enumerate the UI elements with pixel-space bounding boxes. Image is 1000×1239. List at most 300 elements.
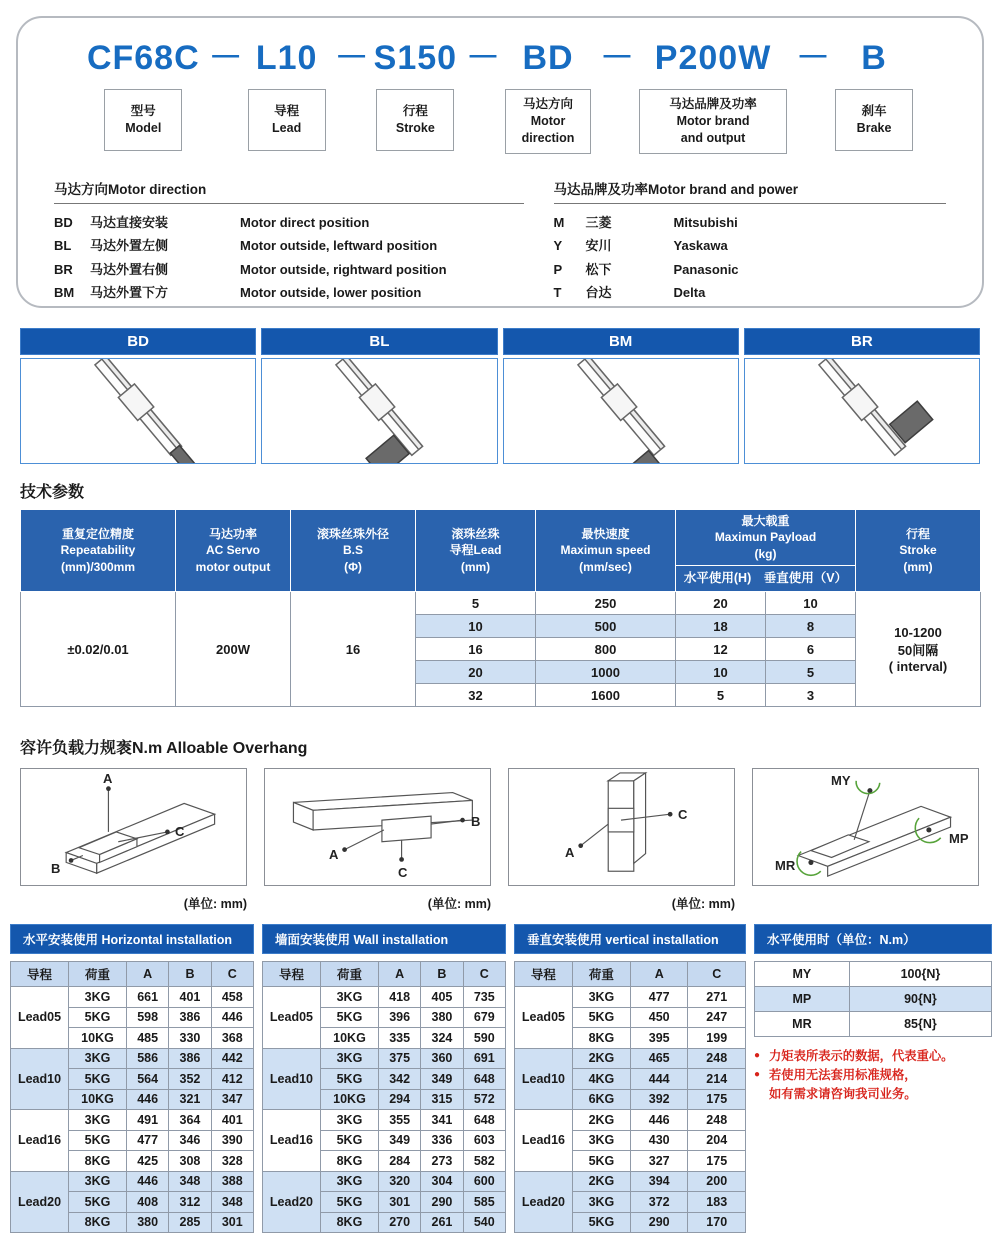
payload-v-value: 3 <box>766 684 856 707</box>
definition-cn: 三菱 <box>585 214 612 230</box>
lead-group <box>514 1171 745 1233</box>
b-value: 290 <box>421 1192 463 1213</box>
table-row <box>755 1012 992 1037</box>
load-value: 2KG <box>572 1048 630 1069</box>
note-text: 力矩表所表示的数据，代表重心。 <box>769 1049 954 1063</box>
b-value: 401 <box>169 987 211 1008</box>
a-value: 586 <box>127 1048 169 1069</box>
th-max-payload: 最大载重 Maximun Payload (kg) <box>676 510 856 566</box>
a-value: 294 <box>378 1089 420 1110</box>
table-row <box>755 962 992 987</box>
table-row <box>11 987 254 1008</box>
payload-h-value: 10 <box>676 661 766 684</box>
definition-code: P <box>553 261 563 277</box>
note-line <box>754 1085 992 1104</box>
load-value: 3KG <box>572 1192 630 1213</box>
definition-en: Motor outside, lower position <box>240 285 422 301</box>
overhang-diagrams <box>20 768 989 886</box>
payload-h-value: 5 <box>676 684 766 707</box>
a-value: 327 <box>630 1151 688 1172</box>
lead-group <box>11 1048 254 1110</box>
c-value: 271 <box>688 987 746 1008</box>
c-value: 600 <box>463 1171 505 1192</box>
b-value: 386 <box>169 1007 211 1028</box>
c-value: 204 <box>688 1130 746 1151</box>
b-value: 308 <box>169 1151 211 1172</box>
b-value: 346 <box>169 1130 211 1151</box>
red-notes <box>754 1047 992 1104</box>
a-value: 465 <box>630 1048 688 1069</box>
a-value: 477 <box>630 987 688 1008</box>
horizontal-installation-title: 水平安装使用 Horizontal installation <box>10 924 254 954</box>
definition-code: T <box>553 285 562 301</box>
diagram-label-c: C <box>678 807 688 822</box>
load-value: 3KG <box>69 987 127 1008</box>
tech-params-table <box>20 509 981 707</box>
payload-v-value: 10 <box>766 592 856 615</box>
unit-captions <box>20 894 989 912</box>
b-value: 348 <box>169 1171 211 1192</box>
definition-en: Mitsubishi <box>673 214 738 230</box>
gallery-panel-bd <box>20 328 256 464</box>
definition-cn: 马达外置左侧 <box>90 238 169 254</box>
lead-group <box>11 1110 254 1172</box>
model-part-box <box>104 89 182 151</box>
model-unit-direction <box>505 36 591 154</box>
speed-value: 1600 <box>536 684 676 707</box>
col-header-lead: 导程 <box>514 962 572 987</box>
a-value: 349 <box>378 1130 420 1151</box>
definition-en: Yaskawa <box>673 238 728 254</box>
model-unit-model <box>87 36 200 151</box>
a-value: 342 <box>378 1069 420 1090</box>
definition-cn: 台达 <box>585 285 612 301</box>
table-row <box>262 987 505 1008</box>
a-value: 564 <box>127 1069 169 1090</box>
c-value: 412 <box>211 1069 253 1090</box>
unit-caption: (单位: mm) <box>183 897 247 911</box>
table-row <box>262 1110 505 1131</box>
c-value: 401 <box>211 1110 253 1131</box>
definition-row <box>554 211 946 235</box>
definition-cn: 松下 <box>585 261 612 277</box>
a-value: 446 <box>127 1171 169 1192</box>
load-value: 2KG <box>572 1171 630 1192</box>
lead-group <box>514 1048 745 1110</box>
lead-value: 5 <box>416 592 536 615</box>
model-code-segment: S150 <box>373 39 458 77</box>
definition-row <box>554 281 946 305</box>
c-value: 582 <box>463 1151 505 1172</box>
lead-group <box>514 987 745 1049</box>
c-value: 691 <box>463 1048 505 1069</box>
th-motor-output: 马达功率 AC Servo motor output <box>176 510 291 592</box>
box-line-cn: 刹车 <box>861 104 887 119</box>
c-value: 679 <box>463 1007 505 1028</box>
a-value: 396 <box>378 1007 420 1028</box>
definition-en: Panasonic <box>673 261 739 277</box>
c-value: 347 <box>211 1089 253 1110</box>
definition-cn: 马达直接安装 <box>90 214 169 230</box>
diagram-label-b: B <box>471 814 481 829</box>
b-value: 261 <box>421 1212 463 1233</box>
box-line-cn: 导程 <box>274 104 300 119</box>
vertical-installation-title: 垂直安装使用 vertical installation <box>514 924 746 954</box>
th-payload-sub: 水平使用(H) 垂直使用（V） <box>676 566 856 592</box>
motor-brand-list <box>554 211 946 305</box>
col-header-a: A <box>378 962 420 987</box>
motor-direction-title: 马达方向Motor direction <box>54 178 524 204</box>
definition-en: Motor outside, leftward position <box>240 238 438 254</box>
c-value: 585 <box>463 1192 505 1213</box>
definition-cn: 安川 <box>585 238 612 254</box>
col-header-load: 荷重 <box>320 962 378 987</box>
lead-group <box>514 1110 745 1172</box>
col-header-b: B <box>421 962 463 987</box>
model-code-segment: L10 <box>255 39 318 77</box>
moment-key: MY <box>755 962 850 987</box>
table-row <box>514 987 745 1008</box>
c-value: 247 <box>688 1007 746 1028</box>
note-line <box>754 1066 992 1085</box>
motor-output-value: 200W <box>176 592 291 707</box>
actuator-image-bd <box>20 358 256 464</box>
a-value: 477 <box>127 1130 169 1151</box>
lead-label: Lead20 <box>514 1171 572 1233</box>
definitions <box>54 178 946 305</box>
box-line-cn: 型号 <box>130 104 156 119</box>
lead-group <box>262 1110 505 1172</box>
a-value: 320 <box>378 1171 420 1192</box>
b-value: 349 <box>421 1069 463 1090</box>
model-dash: － <box>334 39 370 77</box>
lead-value: 32 <box>416 684 536 707</box>
diagram-label-c: C <box>175 824 185 839</box>
col-header-lead: 导程 <box>262 962 320 987</box>
c-value: 214 <box>688 1069 746 1090</box>
c-value: 248 <box>688 1048 746 1069</box>
diagram-label-mr: MR <box>775 858 796 873</box>
unit-caption: (单位: mm) <box>671 897 735 911</box>
col-header-a: A <box>630 962 688 987</box>
th-lead: 滚珠丝珠 导程Lead (mm) <box>416 510 536 592</box>
load-value: 3KG <box>320 1171 378 1192</box>
a-value: 430 <box>630 1130 688 1151</box>
c-value: 348 <box>211 1192 253 1213</box>
load-value: 10KG <box>69 1028 127 1049</box>
model-part-box <box>835 89 913 151</box>
bullet-icon: ● <box>754 1069 761 1081</box>
b-value: 304 <box>421 1171 463 1192</box>
lead-group <box>262 1048 505 1110</box>
load-value: 8KG <box>69 1212 127 1233</box>
table-row <box>11 1110 254 1131</box>
col-header-b: B <box>169 962 211 987</box>
lead-label: Lead05 <box>262 987 320 1049</box>
load-value: 2KG <box>572 1110 630 1131</box>
motor-direction-definitions <box>54 178 554 305</box>
c-value: 368 <box>211 1028 253 1049</box>
motor-brand-definitions <box>554 178 946 305</box>
a-value: 372 <box>630 1192 688 1213</box>
col-header-c: C <box>211 962 253 987</box>
moment-value: 90{N} <box>849 987 991 1012</box>
c-value: 390 <box>211 1130 253 1151</box>
bullet-icon <box>754 1085 769 1104</box>
col-header-load: 荷重 <box>69 962 127 987</box>
moment-value: 100{N} <box>849 962 991 987</box>
lead-label: Lead16 <box>514 1110 572 1172</box>
lead-label: Lead05 <box>11 987 69 1049</box>
model-part-box <box>639 89 787 154</box>
box-line-cn: 行程 <box>402 104 428 119</box>
moment-value: 85{N} <box>849 1012 991 1037</box>
moment-table-title: 水平使用时（单位：N.m） <box>754 924 992 954</box>
lead-value: 16 <box>416 638 536 661</box>
lead-group <box>11 987 254 1049</box>
c-value: 200 <box>688 1171 746 1192</box>
gallery-panel-bm <box>503 328 739 464</box>
speed-value: 800 <box>536 638 676 661</box>
model-dash: － <box>600 39 636 77</box>
load-value: 8KG <box>320 1151 378 1172</box>
th-max-speed: 最快速度 Maximun speed (mm/sec) <box>536 510 676 592</box>
load-value: 3KG <box>69 1171 127 1192</box>
moment-table-block <box>754 924 992 1233</box>
box-line-cn: 马达方向 <box>523 97 574 111</box>
c-value: 301 <box>211 1212 253 1233</box>
c-value: 648 <box>463 1069 505 1090</box>
load-value: 5KG <box>572 1212 630 1233</box>
load-value: 10KG <box>320 1028 378 1049</box>
a-value: 446 <box>127 1089 169 1110</box>
definition-code: BR <box>54 261 73 277</box>
definition-code: BD <box>54 214 73 230</box>
gallery-panel-label: BM <box>503 328 739 355</box>
c-value: 248 <box>688 1110 746 1131</box>
model-code-segment: BD <box>522 39 574 77</box>
gallery-panel-label: BD <box>20 328 256 355</box>
a-value: 450 <box>630 1007 688 1028</box>
motor-brand-title: 马达品牌及功率Motor brand and power <box>554 178 946 204</box>
load-value: 3KG <box>572 987 630 1008</box>
moment-key: MP <box>755 987 850 1012</box>
definition-row <box>54 211 524 235</box>
c-value: 648 <box>463 1110 505 1131</box>
definition-en: Motor direct position <box>240 214 370 230</box>
c-value: 442 <box>211 1048 253 1069</box>
table-row <box>262 1171 505 1192</box>
table-row <box>11 1171 254 1192</box>
load-value: 10KG <box>69 1089 127 1110</box>
unit-caption: (单位: mm) <box>427 897 491 911</box>
model-unit-brake <box>835 36 913 151</box>
load-value: 5KG <box>69 1130 127 1151</box>
table-row <box>11 1048 254 1069</box>
a-value: 335 <box>378 1028 420 1049</box>
table-row <box>514 1110 745 1131</box>
a-value: 408 <box>127 1192 169 1213</box>
definition-row <box>54 258 524 282</box>
moment-table <box>754 961 992 1037</box>
b-value: 386 <box>169 1048 211 1069</box>
a-value: 418 <box>378 987 420 1008</box>
box-line-cn: 马达品牌及功率 <box>669 97 757 111</box>
c-value: 170 <box>688 1212 746 1233</box>
gallery-panel-bl <box>261 328 497 464</box>
a-value: 284 <box>378 1151 420 1172</box>
speed-value: 250 <box>536 592 676 615</box>
c-value: 572 <box>463 1089 505 1110</box>
a-value: 444 <box>630 1069 688 1090</box>
col-header-c: C <box>688 962 746 987</box>
b-value: 364 <box>169 1110 211 1131</box>
lead-group <box>11 1171 254 1233</box>
model-code-segment: B <box>861 39 887 77</box>
definition-cn: 马达外置下方 <box>90 285 169 301</box>
diagram-label-a: A <box>329 847 339 862</box>
model-unit-brand <box>639 36 787 154</box>
col-header-a: A <box>127 962 169 987</box>
overhang-diagram-horizontal <box>20 768 247 886</box>
actuator-image-bm <box>503 358 739 464</box>
box-line-en: Motor brand <box>676 113 750 128</box>
table-row <box>514 1048 745 1069</box>
moment-key: MR <box>755 1012 850 1037</box>
actuator-image-br <box>744 358 980 464</box>
gallery-panel-label: BL <box>261 328 497 355</box>
model-part-box <box>248 89 326 151</box>
vertical-installation-table <box>514 924 746 1233</box>
payload-v-value: 8 <box>766 615 856 638</box>
definition-en: Motor outside, rightward position <box>240 261 447 277</box>
box-line-en: direction <box>521 130 575 145</box>
load-value: 5KG <box>572 1151 630 1172</box>
table-row <box>262 1048 505 1069</box>
load-value: 3KG <box>572 1130 630 1151</box>
th-repeatability: 重复定位精度 Repeatability (mm)/300mm <box>21 510 176 592</box>
b-value: 341 <box>421 1110 463 1131</box>
th-stroke: 行程 Stroke (mm) <box>856 510 981 592</box>
a-value: 290 <box>630 1212 688 1233</box>
a-value: 395 <box>630 1028 688 1049</box>
lead-label: Lead16 <box>11 1110 69 1172</box>
load-value: 5KG <box>572 1007 630 1028</box>
wall-installation-table <box>262 924 506 1233</box>
model-unit-stroke <box>374 36 457 151</box>
box-line-en: Stroke <box>395 121 435 135</box>
ballscrew-diameter-value: 16 <box>291 592 416 707</box>
a-value: 425 <box>127 1151 169 1172</box>
definition-code: M <box>553 214 565 230</box>
definition-cn: 马达外置右侧 <box>90 261 169 277</box>
b-value: 312 <box>169 1192 211 1213</box>
payload-h-value: 12 <box>676 638 766 661</box>
speed-value: 1000 <box>536 661 676 684</box>
load-value: 5KG <box>320 1130 378 1151</box>
load-value: 3KG <box>69 1110 127 1131</box>
b-value: 380 <box>421 1007 463 1028</box>
c-value: 388 <box>211 1171 253 1192</box>
definition-row <box>554 258 946 282</box>
definition-en: Delta <box>673 285 706 301</box>
load-value: 3KG <box>69 1048 127 1069</box>
model-code-card <box>16 16 984 308</box>
definition-row <box>54 234 524 258</box>
lead-label: Lead10 <box>11 1048 69 1110</box>
model-unit-lead <box>248 36 326 151</box>
diagram-label-mp: MP <box>949 831 969 846</box>
model-code-strip <box>52 36 948 154</box>
note-text: 如有需求请咨询我司业务。 <box>769 1087 917 1102</box>
lead-value: 20 <box>416 661 536 684</box>
horizontal-installation-table <box>10 924 254 1233</box>
c-value: 458 <box>211 987 253 1008</box>
definition-row <box>54 281 524 305</box>
model-dash: － <box>208 39 244 77</box>
lead-label: Lead10 <box>514 1048 572 1110</box>
box-line-en: Motor <box>530 113 566 128</box>
b-value: 352 <box>169 1069 211 1090</box>
model-part-box <box>505 89 591 154</box>
c-value: 446 <box>211 1007 253 1028</box>
load-value: 5KG <box>69 1192 127 1213</box>
lead-label: Lead10 <box>262 1048 320 1110</box>
b-value: 336 <box>421 1130 463 1151</box>
a-value: 392 <box>630 1089 688 1110</box>
c-value: 175 <box>688 1089 746 1110</box>
diagram-label-a: A <box>565 845 575 860</box>
lead-group <box>262 987 505 1049</box>
load-value: 4KG <box>572 1069 630 1090</box>
c-value: 735 <box>463 987 505 1008</box>
gallery-panel-label: BR <box>744 328 980 355</box>
b-value: 405 <box>421 987 463 1008</box>
definition-code: BL <box>54 238 72 254</box>
diagram-label-my: MY <box>831 773 851 788</box>
definition-row <box>554 234 946 258</box>
a-value: 485 <box>127 1028 169 1049</box>
wall-installation-title: 墙面安装使用 Wall installation <box>262 924 506 954</box>
model-code-segment: CF68C <box>86 39 200 77</box>
a-value: 598 <box>127 1007 169 1028</box>
payload-h-value: 20 <box>676 592 766 615</box>
box-line-en: Model <box>125 121 162 135</box>
payload-h-value: 18 <box>676 615 766 638</box>
table-row <box>514 1171 745 1192</box>
motor-direction-gallery <box>20 328 980 464</box>
diagram-label-c: C <box>398 865 408 880</box>
gallery-panel-br <box>744 328 980 464</box>
b-value: 330 <box>169 1028 211 1049</box>
col-header-c: C <box>463 962 505 987</box>
bullet-icon: ● <box>754 1050 761 1061</box>
th-ballscrew-diameter: 滚珠丝珠外径 B.S (Φ) <box>291 510 416 592</box>
b-value: 273 <box>421 1151 463 1172</box>
a-value: 394 <box>630 1171 688 1192</box>
a-value: 380 <box>127 1212 169 1233</box>
b-value: 324 <box>421 1028 463 1049</box>
lead-value: 10 <box>416 615 536 638</box>
c-value: 328 <box>211 1151 253 1172</box>
c-value: 175 <box>688 1151 746 1172</box>
model-code-segment: P200W <box>654 39 772 77</box>
model-dash: － <box>796 39 832 77</box>
model-dash: － <box>466 39 502 77</box>
table-row <box>755 987 992 1012</box>
diagram-label-b: B <box>51 861 61 876</box>
c-value: 540 <box>463 1212 505 1233</box>
